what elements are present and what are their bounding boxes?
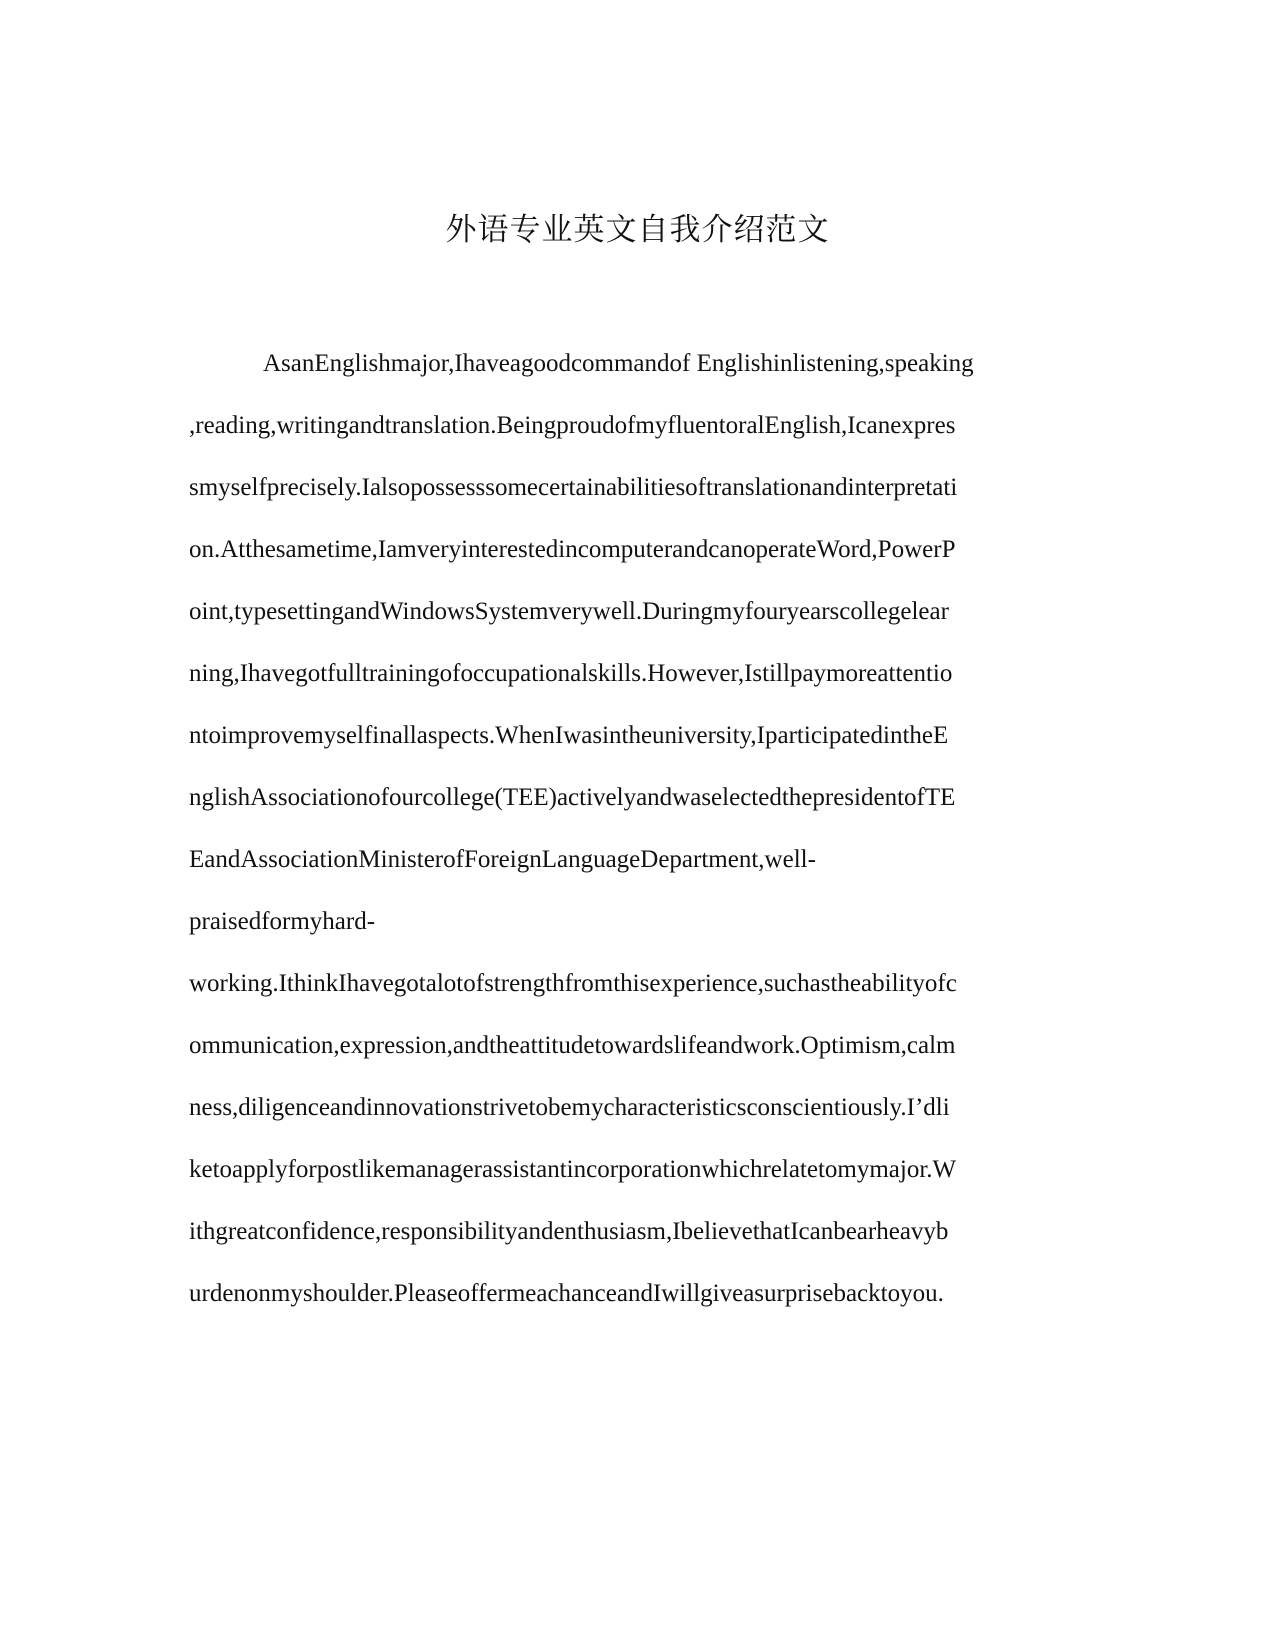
paragraph-line: ketoapplyforpostlikemanagerassistantincorporationwhichrelatetomymajor.W — [189, 1156, 957, 1183]
paragraph-line: ,reading,writingandtranslation.BeingproudofmyfluentoralEnglish,Icanexpres — [189, 412, 956, 439]
paragraph-line: praisedformyhard- — [189, 908, 376, 935]
paragraph-line: smyselfprecisely.Ialsopossesssomecertainabilitiesoftranslationandinterpretati — [189, 474, 958, 501]
paragraph-line: ntoimprovemyselfinallaspects.WhenIwasintheuniversity,IparticipatedintheE — [189, 722, 949, 749]
paragraph-line: urdenonmyshoulder.PleaseoffermeachanceandIwillgiveasurprisebacktoyou. — [189, 1280, 944, 1307]
paragraph-line: ithgreatconfidence,responsibilityandenthusiasm,IbelievethatIcanbearheavyb — [189, 1218, 949, 1245]
paragraph-line: ness,diligenceandinnovationstrivetobemycharacteristicsconscientiously.I’dli — [189, 1094, 950, 1121]
paragraph-line: oint,typesettingandWindowsSystemverywell.Duringmyfouryearscollegelear — [189, 598, 949, 625]
paragraph-line: EandAssociationMinisterofForeignLanguageDepartment,well- — [189, 846, 816, 873]
paragraph-line: nglishAssociationofourcollege(TEE)activelyandwaselectedthepresidentofTE — [189, 784, 956, 811]
document-title: 外语专业英文自我介绍范文 — [445, 212, 830, 248]
body-paragraph — [189, 333, 1089, 1325]
paragraph-line: ning,Ihavegotfulltrainingofoccupationalskills.However,Istillpaymoreattentio — [189, 660, 953, 687]
paragraph-line: AsanEnglishmajor,Ihaveagoodcommandof Englishinlistening,speaking — [263, 350, 974, 377]
paragraph-line: on.Atthesametime,IamveryinterestedincomputerandcanoperateWord,PowerP — [189, 536, 956, 563]
paragraph-line: ommunication,expression,andtheattitudetowardslifeandwork.Optimism,calm — [189, 1032, 956, 1059]
paragraph-line: working.IthinkIhavegotalotofstrengthfromthisexperience,suchastheabilityofc — [189, 970, 957, 997]
